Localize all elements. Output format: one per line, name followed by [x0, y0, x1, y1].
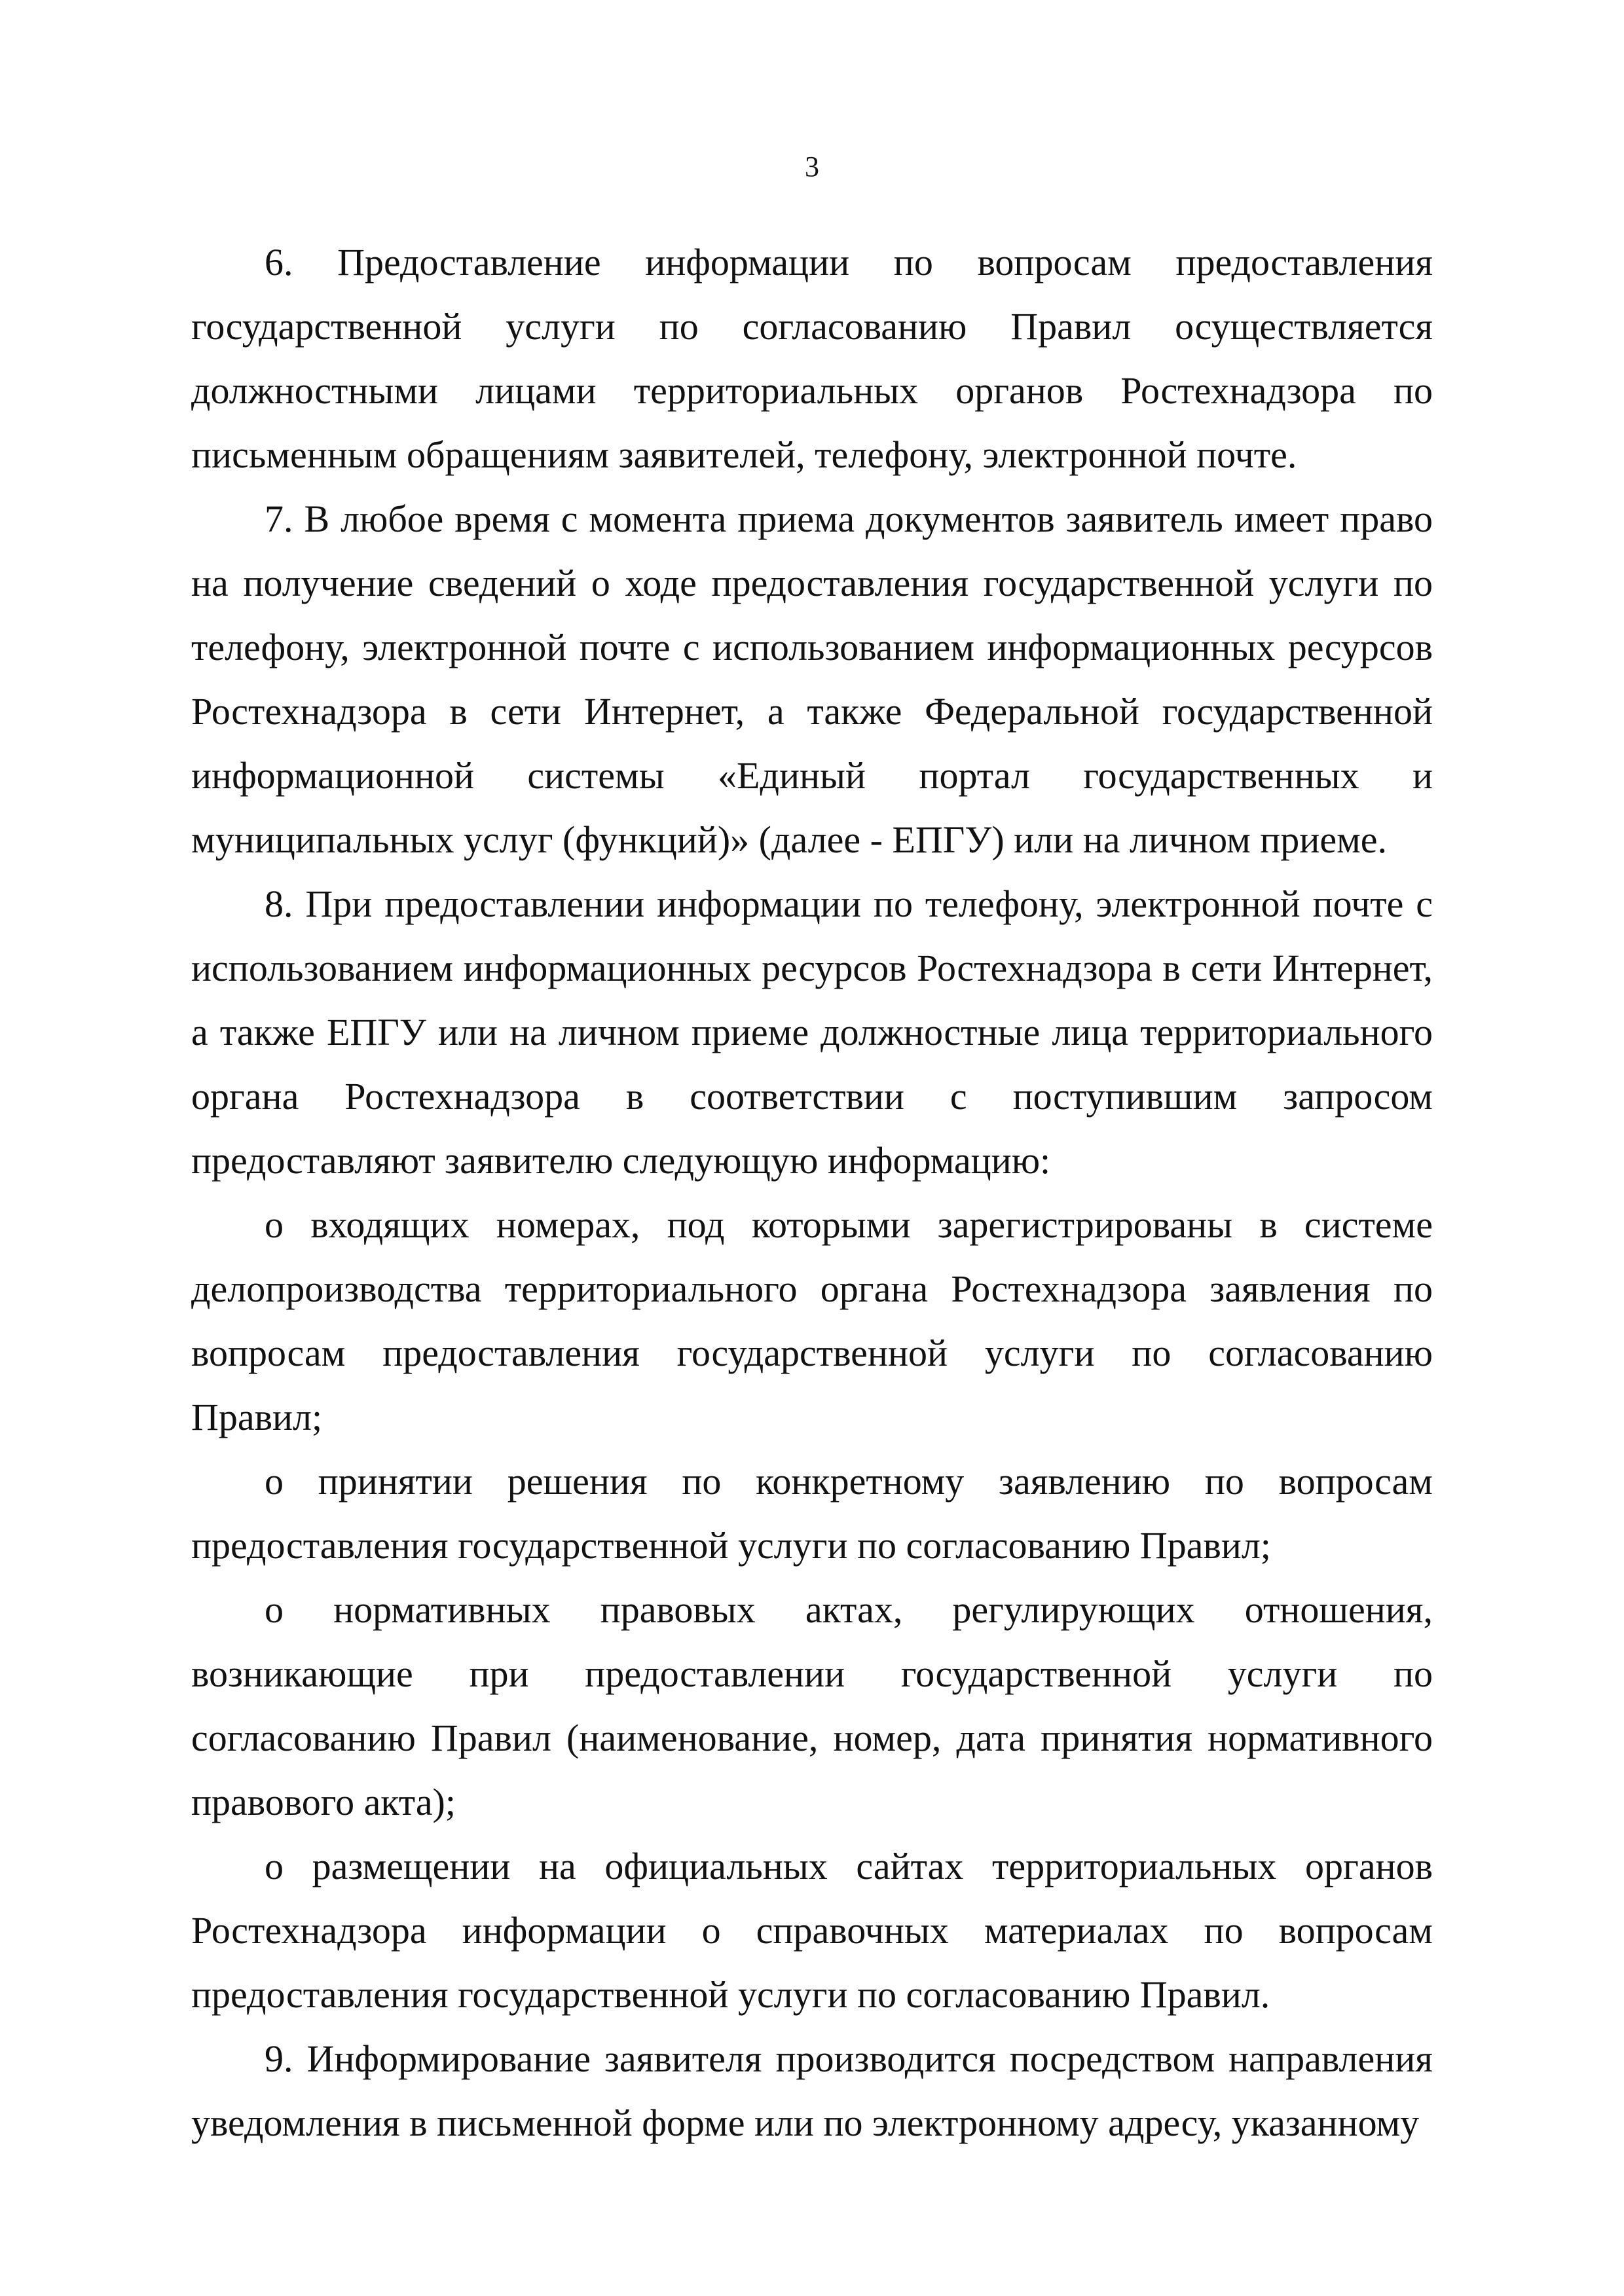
document-body	[191, 230, 1433, 2155]
paragraph-9: 9. Информирование заявителя производится посредством направления уведомления в письменной форме или по электронному адресу, указанному	[191, 2037, 1433, 2144]
paragraph-8: 8. При предоставлении информации по телефону, электронной почте с использованием информационных ресурсов Ростехнадзора в сети Интернет, а также ЕПГУ или на личном приеме должностные лица территориального органа Ростехнадзора в соответствии с поступившим запросом предоставляют заявителю следующую информацию:	[191, 883, 1433, 1182]
paragraph-6: 6. Предоставление информации по вопросам предоставления государственной услуги по согласованию Правил осуществляется должностными лицами территориальных органов Ростехнадзора по письменным обращениям заявителей, телефону, электронной почте.	[191, 241, 1433, 476]
paragraph-7: 7. В любое время с момента приема документов заявитель имеет право на получение сведений о ходе предоставления государственной услуги по телефону, электронной почте с использованием информационных ресурсов Ростехнадзора в сети Интернет, а также Федеральной государственной информационной системы «Единый портал государственных и муниципальных услуг (функций)» (далее - ЕПГУ) или на личном приеме.	[191, 498, 1433, 861]
list-item-legal-acts: о нормативных правовых актах, регулирующих отношения, возникающие при предоставлении государственной услуги по согласованию Правил (наименование, номер, дата принятия нормативного правового акта);	[191, 1588, 1433, 1823]
list-item-decision: о принятии решения по конкретному заявлению по вопросам предоставления государственной услуги по согласованию Правил;	[191, 1460, 1433, 1567]
list-item-official-sites: о размещении на официальных сайтах территориальных органов Ростехнадзора информации о справочных материалах по вопросам предоставления государственной услуги по согласованию Правил.	[191, 1845, 1433, 2016]
list-item-incoming-numbers: о входящих номерах, под которыми зарегистрированы в системе делопроизводства территориального органа Ростехнадзора заявления по вопросам предоставления государственной услуги по согласованию Правил;	[191, 1203, 1433, 1438]
page-number: 3	[805, 151, 819, 183]
